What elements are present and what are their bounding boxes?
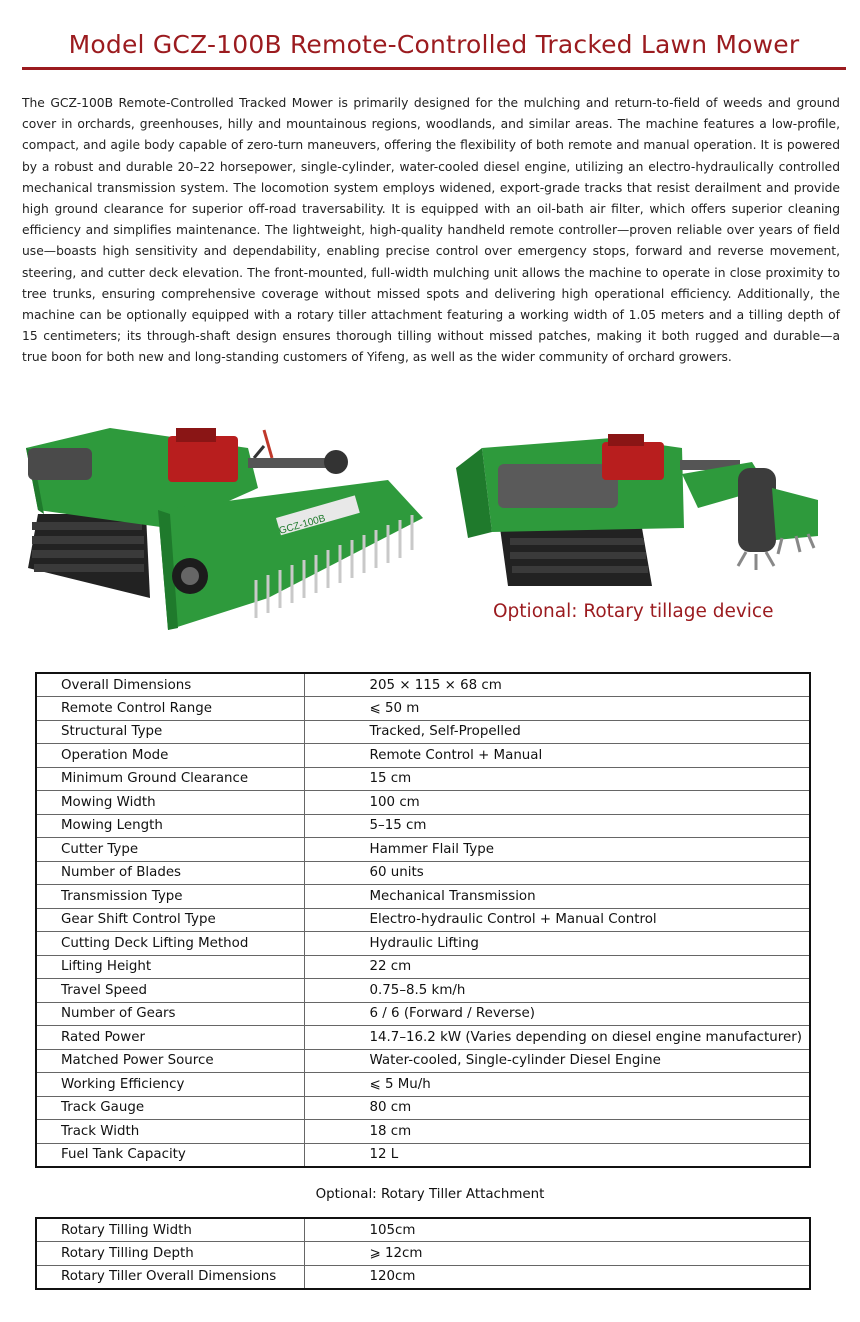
mower-photo [18,418,430,640]
spec-row [36,1218,810,1242]
spec-label: Lifting Height [36,955,304,979]
spec-value: Tracked, Self-Propelled [304,720,810,744]
spec-value: Hydraulic Lifting [304,932,810,956]
spec-label: Cutting Deck Lifting Method [36,932,304,956]
spec-value: 15 cm [304,767,810,791]
spec-row [36,1143,810,1167]
spec-row [36,767,810,791]
spec-value: ⩾ 12cm [304,1242,810,1266]
spec-value: 5–15 cm [304,814,810,838]
spec-label: Matched Power Source [36,1049,304,1073]
spec-value: 6 / 6 (Forward / Reverse) [304,1002,810,1026]
spec-row [36,720,810,744]
spec-value: 0.75–8.5 km/h [304,979,810,1003]
spec-row [36,1026,810,1050]
spec-value: 105cm [304,1218,810,1242]
spec-row [36,955,810,979]
spec-label: Transmission Type [36,885,304,909]
spec-row [36,791,810,815]
spec-value: ⩽ 50 m [304,697,810,721]
spec-value: 100 cm [304,791,810,815]
spec-row [36,1002,810,1026]
spec-label: Fuel Tank Capacity [36,1143,304,1167]
spec-value: Electro-hydraulic Control + Manual Control [304,908,810,932]
spec-row [36,1242,810,1266]
tiller-spec-table [35,1217,811,1290]
spec-row [36,885,810,909]
title-rule [22,67,846,70]
tiller-photo [452,428,822,590]
spec-value: 60 units [304,861,810,885]
spec-label: Track Gauge [36,1096,304,1120]
spec-label: Rotary Tilling Width [36,1218,304,1242]
spec-row [36,697,810,721]
spec-row [36,1049,810,1073]
spec-row [36,1073,810,1097]
page-title: Model GCZ-100B Remote-Controlled Tracked Lawn Mower [68,30,800,59]
spec-value: ⩽ 5 Mu/h [304,1073,810,1097]
spec-row [36,1096,810,1120]
spec-label: Mowing Length [36,814,304,838]
spec-value: 80 cm [304,1096,810,1120]
mower-decal: GCZ-100B [277,513,327,537]
spec-value: 22 cm [304,955,810,979]
spec-row [36,1265,810,1289]
spec-label: Cutter Type [36,838,304,862]
spec-label: Track Width [36,1120,304,1144]
spec-label: Minimum Ground Clearance [36,767,304,791]
spec-label: Number of Gears [36,1002,304,1026]
spec-label: Operation Mode [36,744,304,768]
spec-value: 18 cm [304,1120,810,1144]
tiller-caption: Optional: Rotary tillage device [493,601,774,622]
spec-label: Number of Blades [36,861,304,885]
spec-row [36,979,810,1003]
spec-label: Rated Power [36,1026,304,1050]
spec-label: Remote Control Range [36,697,304,721]
spec-label: Rotary Tilling Depth [36,1242,304,1266]
spec-value: 120cm [304,1265,810,1289]
spec-label: Gear Shift Control Type [36,908,304,932]
spec-value: 14.7–16.2 kW (Varies depending on diesel engine manufacturer) [304,1026,810,1050]
spec-value: Remote Control + Manual [304,744,810,768]
spec-row [36,814,810,838]
tiller-section-heading: Optional: Rotary Tiller Attachment [315,1187,545,1202]
spec-row [36,673,810,697]
spec-table [35,672,811,1168]
spec-value: 12 L [304,1143,810,1167]
spec-value: 205 × 115 × 68 cm [304,673,810,697]
spec-value: Mechanical Transmission [304,885,810,909]
spec-row [36,932,810,956]
spec-label: Overall Dimensions [36,673,304,697]
spec-row [36,838,810,862]
spec-label: Travel Speed [36,979,304,1003]
intro-paragraph: The GCZ-100B Remote-Controlled Tracked Mower is primarily designed for the mulching and return-to-field of weeds and ground cover in orchards, greenhouses, hilly and mountainous regions, woodlands, and similar areas. The machine features a low-profile, compact, and agile body capable of zero-turn maneuvers, offering the flexibility of both remote and manual operation. It is powered by a robust and durable 20–22 horsepower, single-cylinder, water-cooled diesel engine, utilizing an electro-hydraulically controlled mechanical transmission system. The locomotion system employs widened, export-grade tracks that resist derailment and provide high ground clearance for superior off-road traversability. It is equipped with an oil-bath air filter, which offers superior cleaning efficiency and simplifies maintenance. The lightweight, high-quality handheld remote controller—proven reliable over years of field use—boasts high sensitivity and dependability, enabling precise control over emergency stops, forward and reverse movement, steering, and cutter deck elevation. The front-mounted, full-width mulching unit allows the machine to operate in close proximity to tree trunks, ensuring comprehensive coverage without missed spots and delivering high operational efficiency. Additionally, the machine can be optionally equipped with a rotary tiller attachment featuring a working width of 1.05 meters and a tilling depth of 15 centimeters; its through-shaft design ensures thorough tilling without missed patches, making it both rugged and durable—a true boon for both new and long-standing customers of Yifeng, as well as the wider community of orchard growers. [22,96,840,365]
spec-row [36,1120,810,1144]
spec-label: Structural Type [36,720,304,744]
spec-label: Rotary Tiller Overall Dimensions [36,1265,304,1289]
spec-row [36,908,810,932]
spec-row [36,861,810,885]
spec-value: Hammer Flail Type [304,838,810,862]
spec-row [36,744,810,768]
spec-value: Water-cooled, Single-cylinder Diesel Engine [304,1049,810,1073]
spec-label: Working Efficiency [36,1073,304,1097]
spec-label: Mowing Width [36,791,304,815]
